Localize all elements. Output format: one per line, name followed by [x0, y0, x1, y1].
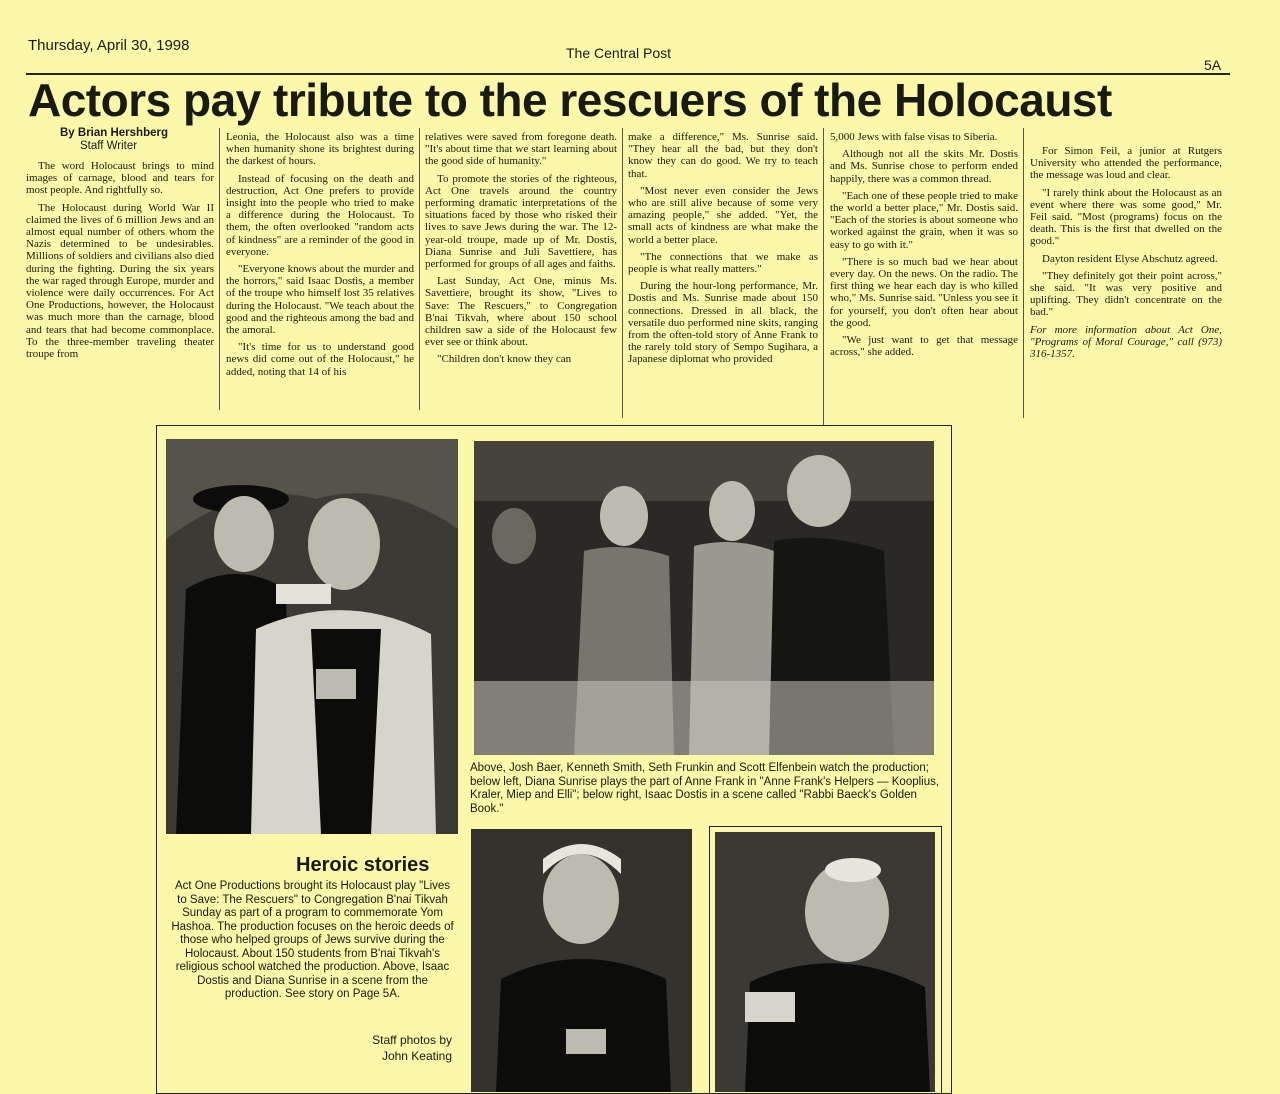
paragraph: Instead of focusing on the death and destruction, Act One prefers to provide insight into the people who tried to make a difference during the Holocaust. To them, the often overlooked "random acts of kindness" are a reminder of the good in everyone.: [226, 172, 414, 258]
byline-role: Staff Writer: [80, 140, 138, 152]
paragraph: "We just want to get that message across," she added.: [830, 334, 1018, 359]
photo-credit-line1: Staff photos by: [372, 1033, 452, 1047]
paragraph: For Simon Feil, a junior at Rutgers University who attended the performance, the message was loud and clear.: [1030, 145, 1222, 182]
paragraph: "Children don't know they can: [437, 353, 572, 366]
paragraph: make a difference," Ms. Sunrise said. "They hear all the bad, but they don't know they can do good. We try to teach that.: [628, 131, 818, 180]
column-divider: [1023, 128, 1024, 418]
paragraph: relatives were saved from foregone death. "It's about time that we start learning about the good side of humanity.": [425, 131, 617, 168]
paragraph: During the hour-long performance, Mr. Dostis and Ms. Sunrise made about 150 connections. Dressed in all black, the versatile duo performed nine skits, ranging from the often-told story of Anne Frank to the rarely told story of Sempo Sugihara, a Japanese diplomat who provided: [628, 280, 818, 366]
paragraph: "The connections that we make as people is what really matters.": [628, 250, 818, 276]
paragraph: 5,000 Jews with false visas to Siberia.: [830, 131, 998, 143]
paragraph: "Everyone knows about the murder and the horrors," said Isaac Dostis, a member of the troupe who himself lost 35 relatives during the Holocaust. "We teach about the good and the righteous among the bad and the amoral.: [226, 263, 414, 337]
photo-actors-scene: [166, 439, 458, 834]
column-divider: [823, 128, 824, 426]
byline-name: By Brian Hershberg: [60, 127, 169, 139]
article-column-2: [226, 131, 414, 383]
sidebar-title: Heroic stories: [296, 854, 430, 876]
contact-note: For more information about Act One, "Programs of Moral Courage," call (973) 316-1357.: [1030, 323, 1222, 361]
column-divider: [419, 128, 420, 410]
article-column-5: [830, 131, 1018, 363]
paragraph: "They definitely got their point across," she said. "It was very positive and uplifting. They didn't concentrate on the bad.": [1030, 269, 1222, 319]
photo-diana-sunrise: [471, 829, 692, 1092]
newspaper-name: The Central Post: [566, 45, 672, 61]
isaac-dostis-image: [715, 832, 935, 1092]
article-column-6: [1030, 145, 1222, 365]
paragraph: "Each one of these people tried to make the world a better place," Mr. Dostis said. "Each of the stories is about someone who worked against the grain, when it was so easy to go with it.": [830, 189, 1018, 251]
photo-caption: Above, Josh Baer, Kenneth Smith, Seth Frunkin and Scott Elfenbein watch the production; below left, Diana Sunrise plays the part of Anne Frank in "Anne Frank's Helpers — Kooplius, Kraler, Miep and Elli"; below right, Isaac Dostis in a scene called "Rabbi Baeck's Golden Book.": [470, 762, 940, 815]
paragraph: Leonia, the Holocaust also was a time when humanity shone its brightest during the darkest of hours.: [226, 131, 414, 168]
article-column-1: [26, 160, 214, 365]
paragraph: "Most never even consider the Jews who are still alive because of some very amazing people," she added. "Yet, the small acts of kindness are what make the world a better place.: [628, 184, 818, 246]
paragraph: Dayton resident Elyse Abschutz agreed.: [1042, 252, 1218, 265]
article-column-3: [425, 131, 617, 371]
actors-scene-image: [166, 439, 458, 834]
paragraph: Last Sunday, Act One, minus Ms. Savettiere, brought its show, "Lives to Save: The Rescuers," to Congregation B'nai Tikvah, where about 150 school children saw a side of the Holocaust few ever see or think about.: [425, 275, 617, 349]
paragraph: Although not all the skits Mr. Dostis and Ms. Sunrise chose to perform ended happily, there was a common thread.: [830, 148, 1018, 185]
paragraph: "I rarely think about the Holocaust as an event where there was some good," Mr. Feil said. "Most (programs) focus on the death. This is the first that dwelled on the good.": [1030, 186, 1222, 248]
paragraph: The word Holocaust brings to mind images of carnage, blood and tears for most people. And rightfully so.: [26, 160, 214, 197]
photo-credit: [300, 1032, 452, 1064]
column-divider: [622, 128, 623, 418]
paragraph: To promote the stories of the righteous, Act One travels around the country performing dramatic interpretations of the situations faced by those who risked their lives to save Jews during the war. The 12-year-old troupe, made up of Mr. Dostis, Diana Sunrise and Juli Savettiere, has performed for groups of all ages and faiths.: [425, 172, 617, 271]
paragraph: The Holocaust during World War II claimed the lives of 6 million Jews and an almost equal number of others whom the Nazis determined to be undesirables. Millions of soldiers and civilians also died during the fighting. During the six years the war raged through Europe, murder and violence were daily occurrences. For Act One Productions, however, the Holocaust was much more than the carnage, blood and tears that had become commonplace. To the three-member traveling theater troupe from: [26, 201, 214, 361]
page-number: 5A: [1204, 57, 1222, 73]
photo-credit-line2: John Keating: [381, 1049, 452, 1063]
publication-date: Thursday, April 30, 1998: [28, 37, 190, 54]
photo-isaac-dostis: [715, 832, 935, 1092]
column-divider: [219, 128, 220, 410]
headline: Actors pay tribute to the rescuers of the Holocaust: [28, 74, 1112, 126]
sidebar-text: Act One Productions brought its Holocaust play "Lives to Save: The Rescuers" to Congregation B'nai Tikvah Sunday as part of a program to commemorate Yom Hashoa. The production focuses on the heroic deeds of those who helped groups of Jews survive during the Holocaust. About 150 students from B'nai Tikvah's religious school watched the production. Above, Isaac Dostis and Diana Sunrise in a scene from the production. See story on Page 5A.: [171, 880, 454, 1000]
audience-image: [474, 441, 934, 755]
diana-sunrise-image: [471, 829, 692, 1092]
paragraph: "It's time for us to understand good news did come out of the Holocaust," he added, noting that 14 of his: [226, 341, 414, 378]
paragraph: "There is so much bad we hear about every day. On the news. On the radio. The first thing we hear each day is who killed who," Ms. Sunrise said. "Unless you see it for yourself, you don't often hear about the good.: [830, 255, 1018, 329]
article-column-4: [628, 131, 818, 371]
photo-audience: [474, 441, 934, 755]
